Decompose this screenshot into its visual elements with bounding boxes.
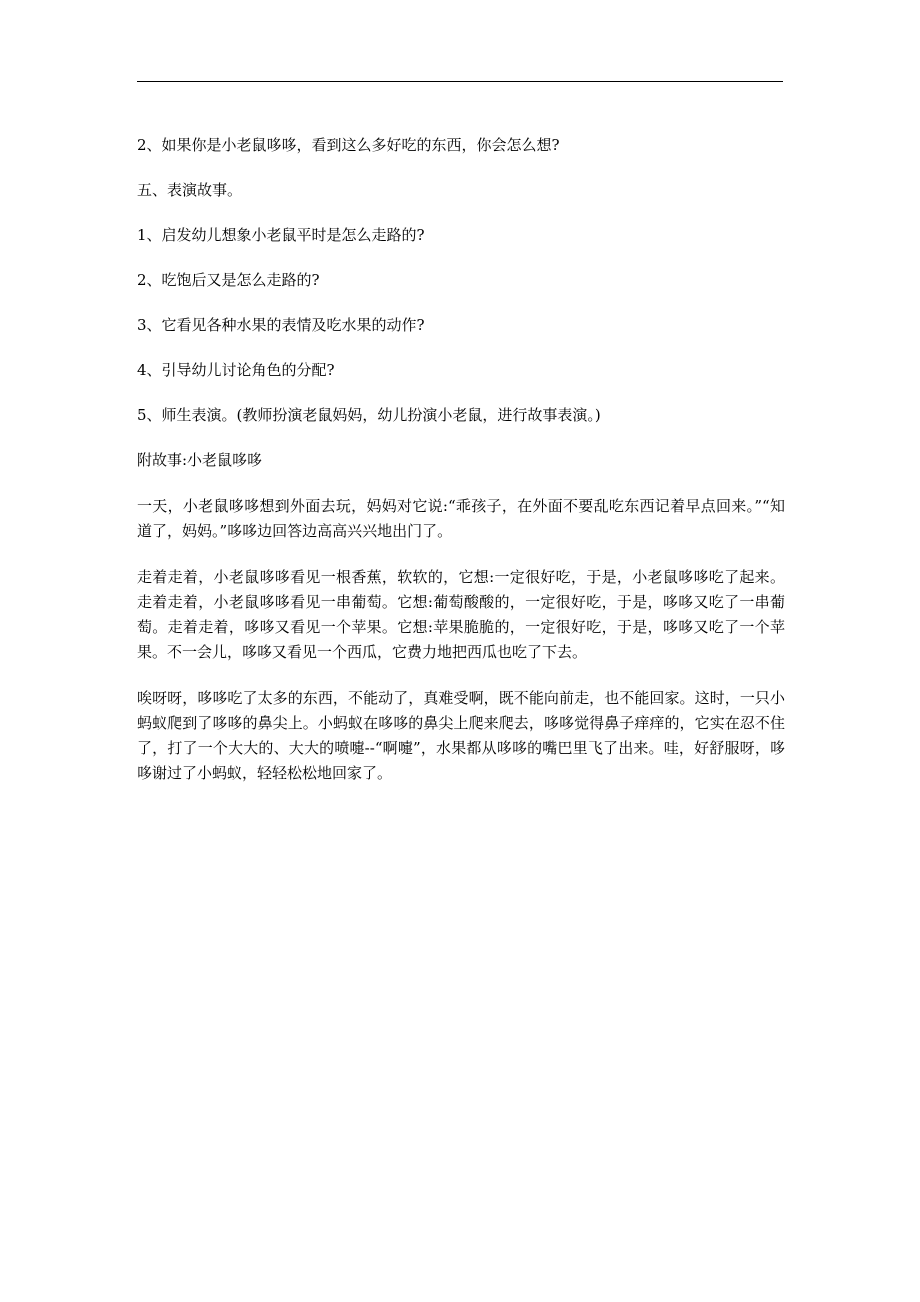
list-item: 1、启发幼儿想象小老鼠平时是怎么走路的? xyxy=(137,226,425,244)
header-rule xyxy=(137,81,783,82)
question-line: 2、如果你是小老鼠哆哆，看到这么多好吃的东西，你会怎么想? xyxy=(137,136,560,154)
story-title: 附故事:小老鼠哆哆 xyxy=(137,451,263,469)
story-paragraph: 一天，小老鼠哆哆想到外面去玩，妈妈对它说:“乖孩子，在外面不要乱吃东西记着早点回来。”“知道了，妈妈。”哆哆边回答边高高兴兴地出门了。 xyxy=(137,497,785,540)
story-paragraph: 唉呀呀，哆哆吃了太多的东西，不能动了，真难受啊，既不能向前走，也不能回家。这时，一只小蚂蚁爬到了哆哆的鼻尖上。小蚂蚁在哆哆的鼻尖上爬来爬去，哆哆觉得鼻子痒痒的，它实在忍不住了，打了一个大大的、大大的喷嚏--“啊嚏”，水果都从哆哆的嘴巴里飞了出来。哇，好舒服呀，哆哆谢过了小蚂蚁，轻轻松松地回家了。 xyxy=(137,689,785,782)
document-body xyxy=(137,133,785,807)
section-heading: 五、表演故事。 xyxy=(137,181,243,199)
list-item: 3、它看见各种水果的表情及吃水果的动作? xyxy=(137,316,425,334)
story-paragraph: 走着走着，小老鼠哆哆看见一根香蕉，软软的，它想:一定很好吃，于是，小老鼠哆哆吃了起来。走着走着，小老鼠哆哆看见一串葡萄。它想:葡萄酸酸的，一定很好吃，于是，哆哆又吃了一串葡萄。走着走着，哆哆又看见一个苹果。它想:苹果脆脆的，一定很好吃，于是，哆哆又吃了一个苹果。不一会儿，哆哆又看见一个西瓜，它费力地把西瓜也吃了下去。 xyxy=(137,568,785,661)
list-item: 2、吃饱后又是怎么走路的? xyxy=(137,271,320,289)
list-item: 5、师生表演。(教师扮演老鼠妈妈，幼儿扮演小老鼠，进行故事表演。) xyxy=(137,406,601,424)
list-item: 4、引导幼儿讨论角色的分配? xyxy=(137,361,335,379)
